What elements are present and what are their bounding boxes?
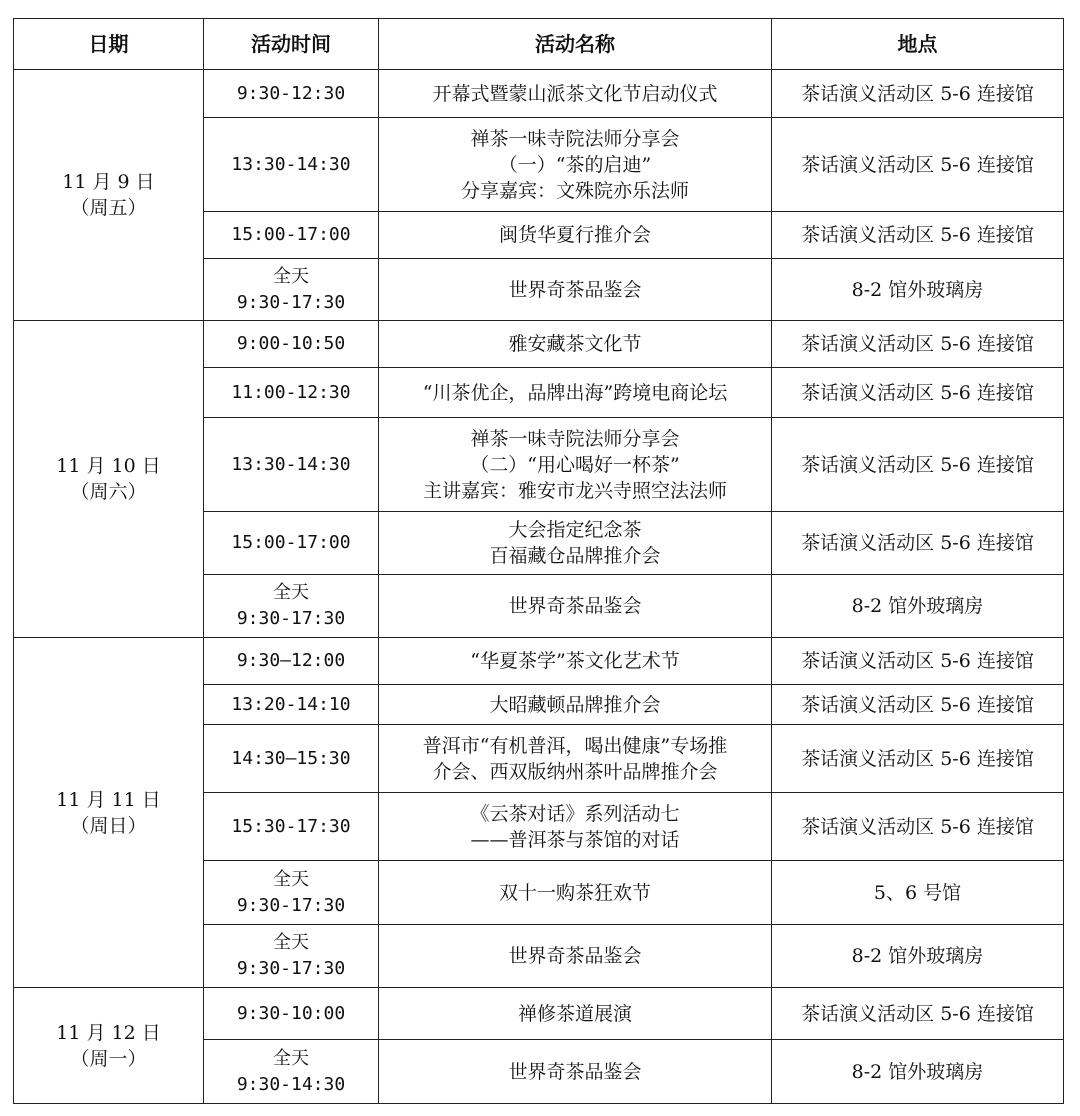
event-name-cell	[379, 725, 772, 793]
event-name-line: 闽货华夏行推介会	[498, 224, 651, 246]
location-cell: 8-2 馆外玻璃房	[772, 259, 1064, 321]
location-cell: 8-2 馆外玻璃房	[772, 575, 1064, 638]
event-name-line: “川茶优企，品牌出海”跨境电商论坛	[422, 381, 728, 404]
location-cell: 茶话演义活动区 5-6 连接馆	[772, 70, 1064, 118]
weekday-label: （周五）	[70, 197, 147, 219]
time-line: 15:00-17:00	[231, 532, 351, 553]
time-cell	[204, 368, 379, 418]
time-line: 11:00-12:30	[231, 381, 351, 403]
event-name-line: 雅安藏茶文化节	[508, 333, 642, 355]
weekday-label: （周一）	[70, 1047, 147, 1070]
location-cell: 8-2 馆外玻璃房	[772, 925, 1064, 988]
location-cell: 茶话演义活动区 5-6 连接馆	[772, 118, 1064, 212]
date-cell	[14, 988, 204, 1104]
date-label: 11 月 11 日	[56, 788, 161, 811]
event-name-line: ——普洱茶与茶馆的对话	[470, 828, 680, 851]
event-schedule-table	[13, 18, 1064, 1104]
weekday-label: （周日）	[70, 814, 147, 837]
event-name-line: 主讲嘉宾：雅安市龙兴寺照空法法师	[422, 479, 727, 502]
header-date: 日期	[14, 19, 204, 70]
event-name-line: 禅修茶道展演	[517, 1002, 632, 1025]
location-cell: 茶话演义活动区 5-6 连接馆	[772, 368, 1064, 418]
event-name-cell	[379, 321, 772, 368]
table-row	[14, 638, 1064, 685]
event-name-line: 大会指定纪念茶	[508, 519, 642, 541]
event-name-cell	[379, 988, 772, 1040]
time-line: 15:30-17:30	[231, 815, 351, 837]
event-name-cell	[379, 575, 772, 638]
event-name-line: 普洱市“有机普洱，喝出健康”专场推	[422, 734, 728, 757]
location-cell: 茶话演义活动区 5-6 连接馆	[772, 418, 1064, 512]
header-row	[14, 19, 1064, 70]
event-name-line: 百福藏仓品牌推介会	[489, 545, 661, 567]
time-cell	[204, 321, 379, 368]
time-cell	[204, 793, 379, 861]
event-name-line: 世界奇茶品鉴会	[508, 1060, 642, 1083]
event-name-cell	[379, 861, 772, 925]
event-name-cell	[379, 418, 772, 512]
event-name-line: 分享嘉宾：文殊院亦乐法师	[460, 179, 689, 202]
time-line: 全天	[273, 932, 309, 953]
header-place: 地点	[772, 19, 1064, 70]
time-line: 9:30-17:30	[236, 608, 346, 629]
time-line: 14:30—15:30	[231, 747, 351, 769]
event-name-line: 禅茶一味寺院法师分享会	[470, 127, 680, 150]
time-line: 9:30-17:30	[236, 958, 346, 979]
time-cell	[204, 418, 379, 512]
time-cell	[204, 638, 379, 685]
date-label: 11 月 10 日	[56, 455, 161, 477]
time-cell	[204, 861, 379, 925]
time-cell	[204, 725, 379, 793]
time-cell	[204, 988, 379, 1040]
event-name-line: 双十一购茶狂欢节	[498, 881, 651, 904]
location-cell: 5、6 号馆	[772, 861, 1064, 925]
event-name-cell	[379, 512, 772, 575]
event-name-line: 禅茶一味寺院法师分享会	[470, 427, 680, 450]
location-cell: 茶话演义活动区 5-6 连接馆	[772, 725, 1064, 793]
table-row	[14, 988, 1064, 1040]
event-name-cell	[379, 118, 772, 212]
time-line: 9:00-10:50	[236, 333, 346, 354]
time-line: 全天	[273, 868, 309, 890]
event-name-line: 介会、西双版纳州茶叶品牌推介会	[432, 760, 718, 783]
time-cell	[204, 212, 379, 259]
event-name-line: （二）“用心喝好一杯茶”	[470, 453, 680, 476]
time-line: 9:30-17:30	[236, 894, 346, 916]
event-name-line: （一）“茶的启迪”	[498, 153, 652, 176]
time-cell	[204, 575, 379, 638]
time-line: 9:30-17:30	[236, 291, 346, 313]
time-cell	[204, 259, 379, 321]
event-name-cell	[379, 70, 772, 118]
event-name-cell	[379, 212, 772, 259]
location-cell: 茶话演义活动区 5-6 连接馆	[772, 512, 1064, 575]
event-name-line: 大昭藏顿品牌推介会	[489, 693, 661, 716]
time-line: 9:30-14:30	[236, 1073, 346, 1095]
time-line: 13:30-14:30	[231, 153, 351, 175]
time-line: 9:30—12:00	[236, 650, 346, 671]
event-name-cell	[379, 1040, 772, 1104]
event-name-line: 开幕式暨蒙山派茶文化节启动仪式	[432, 82, 718, 105]
time-cell	[204, 118, 379, 212]
time-line: 9:30-10:00	[236, 1002, 346, 1024]
event-name-cell	[379, 925, 772, 988]
location-cell: 8-2 馆外玻璃房	[772, 1040, 1064, 1104]
time-cell	[204, 70, 379, 118]
time-line: 全天	[273, 582, 309, 603]
location-cell: 茶话演义活动区 5-6 连接馆	[772, 685, 1064, 725]
header-name: 活动名称	[379, 19, 772, 70]
time-cell	[204, 1040, 379, 1104]
table-row	[14, 70, 1064, 118]
time-line: 全天	[273, 1047, 309, 1069]
location-cell: 茶话演义活动区 5-6 连接馆	[772, 212, 1064, 259]
weekday-label: （周六）	[70, 481, 147, 503]
event-name-cell	[379, 638, 772, 685]
time-cell	[204, 512, 379, 575]
time-line: 13:20-14:10	[231, 693, 351, 715]
table-row	[14, 321, 1064, 368]
time-cell	[204, 685, 379, 725]
location-cell: 茶话演义活动区 5-6 连接馆	[772, 988, 1064, 1040]
event-name-line: “华夏茶学”茶文化艺术节	[470, 650, 680, 672]
time-line: 9:30-12:30	[236, 82, 346, 104]
event-name-line: 《云茶对话》系列活动七	[470, 802, 680, 825]
date-cell	[14, 638, 204, 988]
event-name-line: 世界奇茶品鉴会	[508, 278, 642, 301]
schedule-body	[14, 70, 1064, 1104]
location-cell: 茶话演义活动区 5-6 连接馆	[772, 321, 1064, 368]
time-cell	[204, 925, 379, 988]
header-time: 活动时间	[204, 19, 379, 70]
time-line: 15:00-17:00	[231, 224, 351, 245]
date-cell	[14, 70, 204, 321]
date-cell	[14, 321, 204, 638]
event-name-line: 世界奇茶品鉴会	[508, 595, 642, 617]
date-label: 11 月 9 日	[62, 171, 155, 193]
time-line: 13:30-14:30	[231, 453, 351, 475]
date-label: 11 月 12 日	[56, 1021, 161, 1044]
location-cell: 茶话演义活动区 5-6 连接馆	[772, 638, 1064, 685]
event-name-line: 世界奇茶品鉴会	[508, 945, 642, 967]
event-name-cell	[379, 368, 772, 418]
event-name-cell	[379, 793, 772, 861]
time-line: 全天	[273, 265, 309, 287]
event-name-cell	[379, 685, 772, 725]
location-cell: 茶话演义活动区 5-6 连接馆	[772, 793, 1064, 861]
event-name-cell	[379, 259, 772, 321]
